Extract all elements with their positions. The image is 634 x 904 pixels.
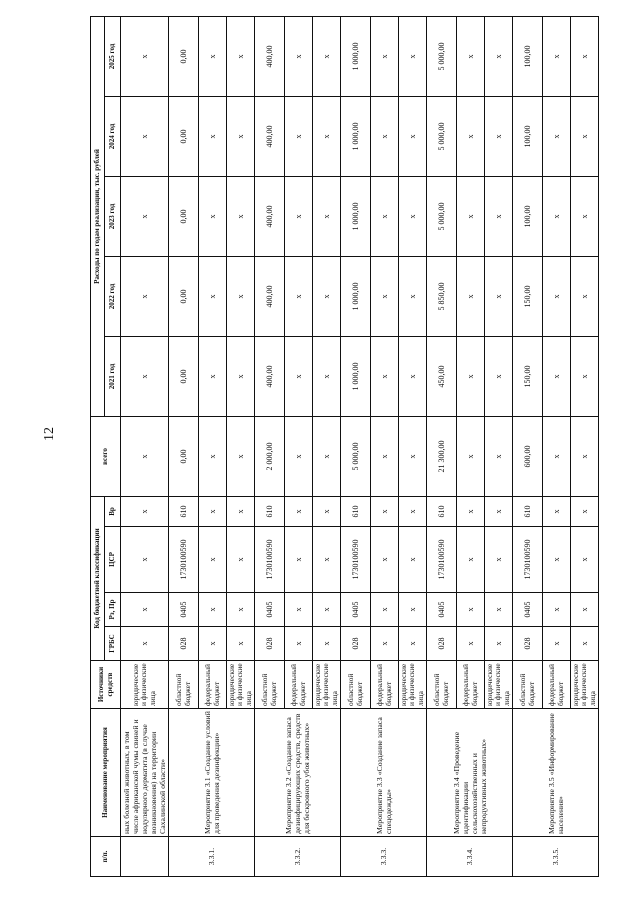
value-cell: 5 000,00 [427, 176, 457, 256]
value-cell: 150,00 [513, 336, 543, 416]
value-cell: х [399, 527, 427, 593]
value-cell: 1730100590 [169, 527, 199, 593]
value-cell: х [121, 416, 169, 496]
header-pp: п/п. [91, 837, 121, 877]
value-cell: 0405 [341, 593, 371, 627]
value-cell: 150,00 [513, 256, 543, 336]
value-cell: х [313, 496, 341, 526]
value-cell: х [457, 627, 485, 661]
value-cell: х [457, 416, 485, 496]
value-cell: х [121, 336, 169, 416]
value-cell: х [571, 416, 599, 496]
rotated-table-wrapper [90, 17, 615, 877]
value-cell: х [227, 336, 255, 416]
source-cell: юридические и физические лица [485, 661, 513, 709]
value-cell: х [199, 176, 227, 256]
source-cell: юридические и физические лица [227, 661, 255, 709]
value-cell: 028 [341, 627, 371, 661]
value-cell: х [399, 176, 427, 256]
value-cell: х [371, 593, 399, 627]
source-cell: областной бюджет [427, 661, 457, 709]
value-cell: х [485, 593, 513, 627]
source-cell: федеральный бюджет [543, 661, 571, 709]
value-cell: х [571, 96, 599, 176]
header-rzpr: Рз, Пр [105, 593, 121, 627]
row-number-cell: 3.3.5. [513, 837, 599, 877]
value-cell: 600,00 [513, 416, 543, 496]
value-cell: 0405 [255, 593, 285, 627]
value-cell: 0,00 [169, 256, 199, 336]
value-cell: х [313, 527, 341, 593]
source-cell: областной бюджет [341, 661, 371, 709]
value-cell: х [313, 256, 341, 336]
value-cell: х [199, 16, 227, 96]
value-cell: 610 [341, 496, 371, 526]
value-cell: х [457, 256, 485, 336]
header-2022: 2022 год [105, 256, 121, 336]
source-cell: федеральный бюджет [371, 661, 399, 709]
value-cell: х [227, 16, 255, 96]
value-cell: 028 [255, 627, 285, 661]
value-cell: х [571, 336, 599, 416]
value-cell: х [227, 96, 255, 176]
value-cell: х [485, 256, 513, 336]
header-2025: 2025 год [105, 16, 121, 96]
value-cell: 100,00 [513, 16, 543, 96]
value-cell: х [199, 496, 227, 526]
source-cell: федеральный бюджет [457, 661, 485, 709]
value-cell: 5 000,00 [427, 96, 457, 176]
value-cell: х [313, 176, 341, 256]
value-cell: х [457, 176, 485, 256]
value-cell: х [399, 96, 427, 176]
value-cell: х [399, 496, 427, 526]
value-cell: 610 [255, 496, 285, 526]
value-cell: х [571, 527, 599, 593]
table-row [427, 16, 457, 876]
value-cell: х [371, 16, 399, 96]
value-cell: 5 850,00 [427, 256, 457, 336]
table-row [513, 16, 543, 876]
value-cell: 450,00 [427, 336, 457, 416]
value-cell: х [543, 496, 571, 526]
value-cell: х [543, 256, 571, 336]
budget-table [90, 16, 599, 877]
value-cell: х [571, 627, 599, 661]
value-cell: 1730100590 [427, 527, 457, 593]
value-cell: х [121, 527, 169, 593]
table-row [121, 16, 169, 876]
value-cell: х [371, 96, 399, 176]
value-cell: 100,00 [513, 176, 543, 256]
row-number-cell: 3.3.2. [255, 837, 341, 877]
value-cell: х [199, 96, 227, 176]
value-cell: х [313, 96, 341, 176]
value-cell: х [285, 496, 313, 526]
value-cell: х [457, 96, 485, 176]
value-cell: 21 300,00 [427, 416, 457, 496]
value-cell: 1730100590 [255, 527, 285, 593]
value-cell: х [371, 627, 399, 661]
value-cell: 1 000,00 [341, 336, 371, 416]
value-cell: 610 [169, 496, 199, 526]
source-cell: федеральный бюджет [285, 661, 313, 709]
value-cell: 028 [427, 627, 457, 661]
header-csr: ЦСР [105, 527, 121, 593]
value-cell: х [199, 256, 227, 336]
value-cell: х [543, 336, 571, 416]
value-cell: х [313, 416, 341, 496]
value-cell: х [485, 96, 513, 176]
value-cell: х [121, 16, 169, 96]
measure-name-cell: Мероприятие 3.2 «Создание запаса дезинфицирующих средств, средств для бескровного убоя животных» [255, 709, 341, 837]
header-2024: 2024 год [105, 96, 121, 176]
value-cell: х [485, 16, 513, 96]
value-cell: х [399, 627, 427, 661]
value-cell: х [457, 336, 485, 416]
row-number-cell: 3.3.4. [427, 837, 513, 877]
value-cell: х [399, 16, 427, 96]
value-cell: х [121, 593, 169, 627]
row-number-cell [121, 837, 169, 877]
value-cell: х [121, 627, 169, 661]
value-cell: х [199, 527, 227, 593]
value-cell: х [571, 496, 599, 526]
value-cell: х [285, 16, 313, 96]
value-cell: х [285, 336, 313, 416]
value-cell: 028 [169, 627, 199, 661]
value-cell: х [371, 256, 399, 336]
value-cell: 5 000,00 [427, 16, 457, 96]
value-cell: х [121, 176, 169, 256]
row-number-cell: 3.3.3. [341, 837, 427, 877]
value-cell: х [199, 416, 227, 496]
source-cell: юридические и физические лица [399, 661, 427, 709]
value-cell: 2 000,00 [255, 416, 285, 496]
header-name: Наименование мероприятия [91, 709, 121, 837]
value-cell: 0405 [513, 593, 543, 627]
value-cell: х [285, 416, 313, 496]
value-cell: х [485, 416, 513, 496]
value-cell: 0405 [169, 593, 199, 627]
header-2023: 2023 год [105, 176, 121, 256]
header-grbs: ГРБС [105, 627, 121, 661]
value-cell: х [121, 256, 169, 336]
value-cell: х [227, 527, 255, 593]
value-cell: х [285, 593, 313, 627]
value-cell: 610 [427, 496, 457, 526]
value-cell: х [571, 256, 599, 336]
header-total: всего [91, 416, 121, 496]
value-cell: х [313, 593, 341, 627]
value-cell: х [121, 496, 169, 526]
measure-name-cell: ных болезней животных, в том числе африканской чумы свиней и нодулярного дерматита (в случае возникновения) на территории Сахалинской области» [121, 709, 169, 837]
value-cell: х [227, 256, 255, 336]
value-cell: х [457, 593, 485, 627]
value-cell: х [227, 416, 255, 496]
value-cell: 0405 [427, 593, 457, 627]
value-cell: х [371, 416, 399, 496]
value-cell: 1 000,00 [341, 176, 371, 256]
value-cell: 5 000,00 [341, 416, 371, 496]
measure-name-cell: Мероприятие 3.3 «Создание запаса спецодежды» [341, 709, 427, 837]
value-cell: 028 [513, 627, 543, 661]
value-cell: 100,00 [513, 96, 543, 176]
value-cell: х [457, 496, 485, 526]
value-cell: х [313, 336, 341, 416]
header-expenses-group: Расходы по годам реализации, тыс. рублей [91, 16, 105, 416]
header-source: Источники средств [91, 661, 121, 709]
value-cell: х [543, 16, 571, 96]
value-cell: х [371, 176, 399, 256]
value-cell: х [485, 496, 513, 526]
value-cell: 0,00 [169, 416, 199, 496]
value-cell: х [285, 627, 313, 661]
source-cell: областной бюджет [169, 661, 199, 709]
measure-name-cell: Мероприятие 3.1 «Создание условий для проведения дезинфекции» [169, 709, 255, 837]
row-number-cell: 3.3.1. [169, 837, 255, 877]
value-cell: 1730100590 [513, 527, 543, 593]
source-cell: юридические и физические лица [121, 661, 169, 709]
value-cell: х [121, 96, 169, 176]
value-cell: 400,00 [255, 96, 285, 176]
header-vr: Вр [105, 496, 121, 526]
value-cell: х [313, 627, 341, 661]
table-row [341, 16, 371, 876]
value-cell: х [285, 256, 313, 336]
value-cell: 1 000,00 [341, 256, 371, 336]
source-cell: областной бюджет [255, 661, 285, 709]
value-cell: х [371, 336, 399, 416]
value-cell: х [227, 593, 255, 627]
value-cell: х [371, 496, 399, 526]
value-cell: 400,00 [255, 176, 285, 256]
value-cell: 400,00 [255, 16, 285, 96]
value-cell: х [313, 16, 341, 96]
value-cell: х [457, 16, 485, 96]
table-row [169, 16, 199, 876]
value-cell: х [399, 416, 427, 496]
table-row [255, 16, 285, 876]
value-cell: х [571, 593, 599, 627]
value-cell: 610 [513, 496, 543, 526]
value-cell: х [485, 527, 513, 593]
value-cell: х [285, 176, 313, 256]
value-cell: х [227, 176, 255, 256]
header-kbk-group: Код бюджетной классификации [91, 496, 105, 660]
value-cell: х [399, 256, 427, 336]
measure-name-cell: Мероприятие 3.4 «Проведение идентификации сельскохозяйственных и непродуктивных животных» [427, 709, 513, 837]
value-cell: 0,00 [169, 336, 199, 416]
value-cell: х [285, 96, 313, 176]
value-cell: х [543, 96, 571, 176]
value-cell: х [571, 176, 599, 256]
value-cell: х [199, 593, 227, 627]
value-cell: х [227, 496, 255, 526]
measure-name-cell: Мероприятие 3.5 «Информирование населения» [513, 709, 599, 837]
value-cell: х [399, 336, 427, 416]
value-cell: х [543, 593, 571, 627]
value-cell: х [457, 527, 485, 593]
source-cell: юридические и физические лица [313, 661, 341, 709]
source-cell: юридические и физические лица [571, 661, 599, 709]
value-cell: х [285, 527, 313, 593]
value-cell: х [227, 627, 255, 661]
value-cell: х [485, 336, 513, 416]
value-cell: х [543, 627, 571, 661]
value-cell: 1 000,00 [341, 96, 371, 176]
value-cell: х [399, 593, 427, 627]
value-cell: х [371, 527, 399, 593]
source-cell: федеральный бюджет [199, 661, 227, 709]
value-cell: 1 000,00 [341, 16, 371, 96]
value-cell: 400,00 [255, 336, 285, 416]
value-cell: х [543, 416, 571, 496]
value-cell: х [571, 16, 599, 96]
value-cell: х [485, 627, 513, 661]
value-cell: х [485, 176, 513, 256]
value-cell: х [543, 176, 571, 256]
value-cell: 0,00 [169, 16, 199, 96]
header-2021: 2021 год [105, 336, 121, 416]
value-cell: х [543, 527, 571, 593]
value-cell: х [199, 336, 227, 416]
value-cell: 0,00 [169, 176, 199, 256]
value-cell: х [199, 627, 227, 661]
value-cell: 400,00 [255, 256, 285, 336]
source-cell: областной бюджет [513, 661, 543, 709]
value-cell: 0,00 [169, 96, 199, 176]
page-number: 12 [42, 427, 57, 441]
value-cell: 1730100590 [341, 527, 371, 593]
